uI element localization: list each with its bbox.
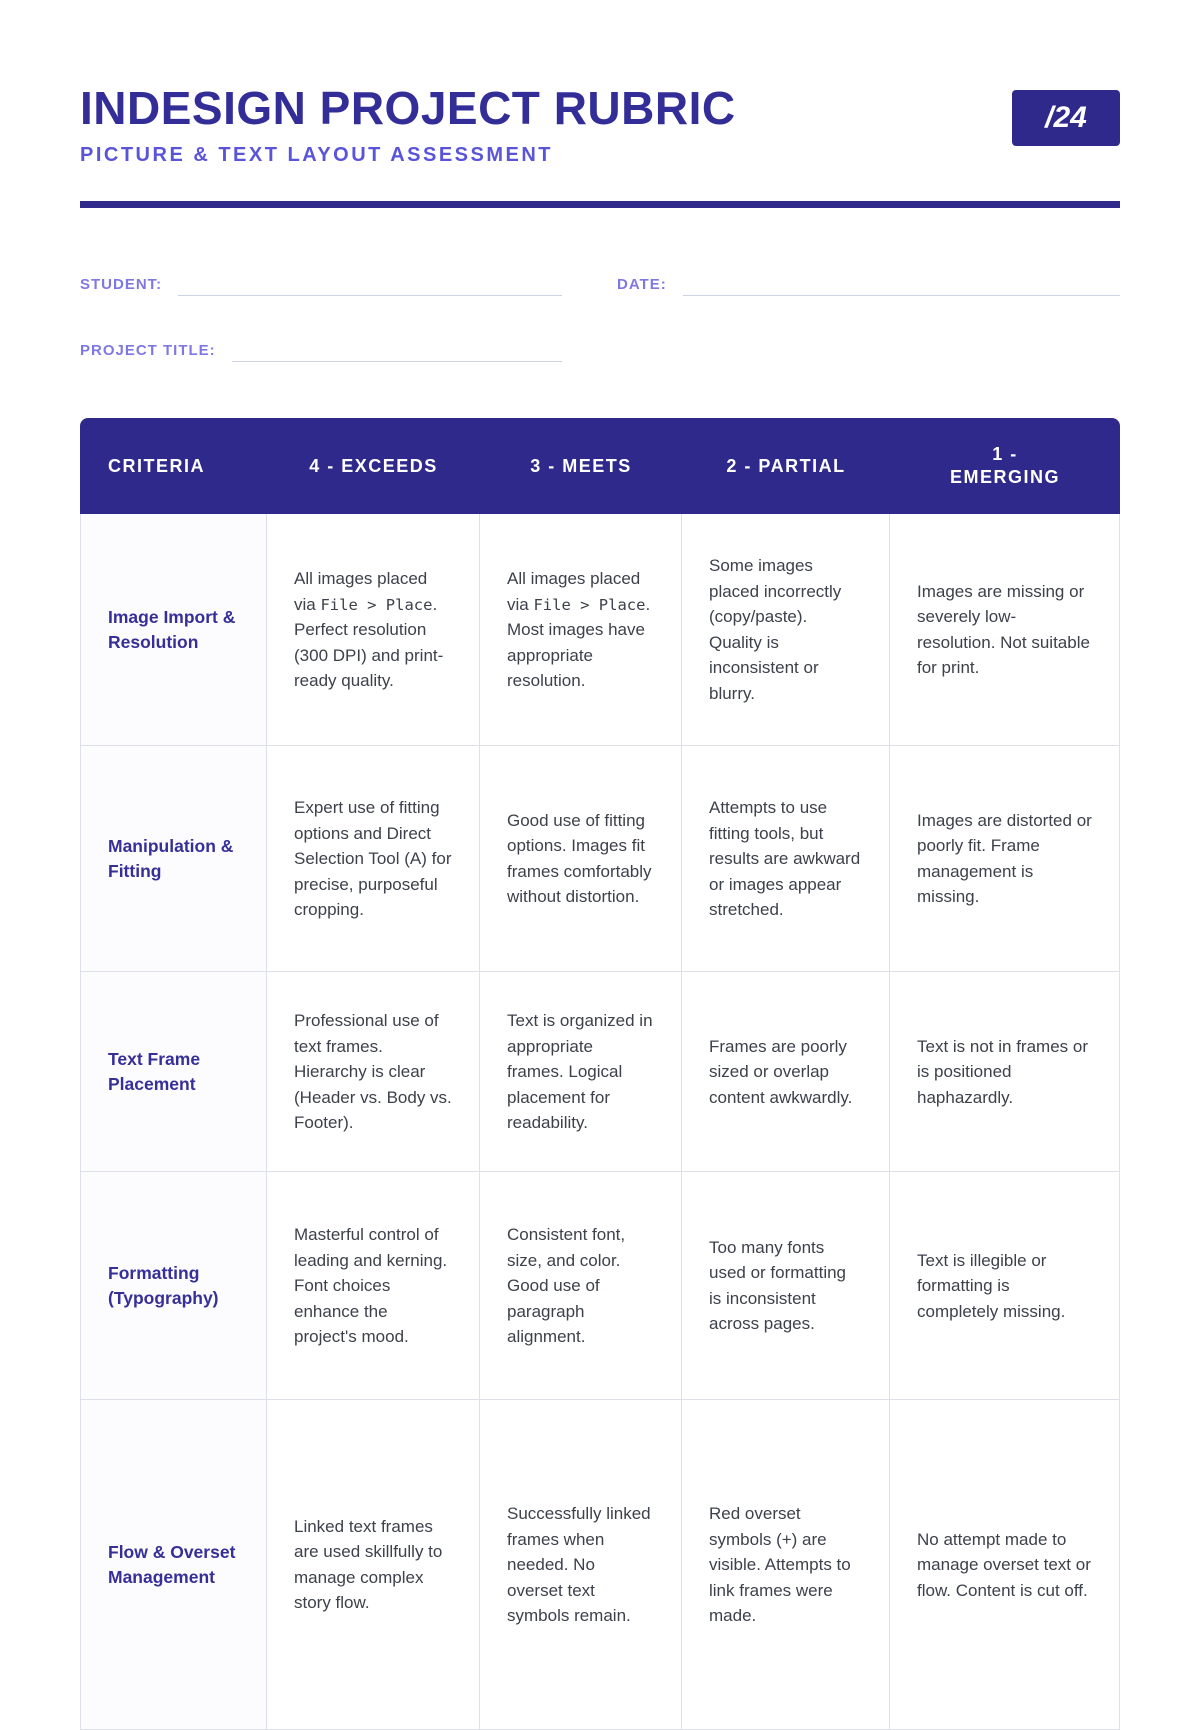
table-row [80, 514, 1120, 746]
rubric-table-header [80, 418, 1120, 514]
form-row-2 [80, 338, 1120, 362]
rubric-cell: Linked text frames are used skillfully to manage complex story flow. [267, 1400, 480, 1730]
rubric-cell: Text is organized in appropriate frames. Logical placement for readability. [480, 972, 682, 1172]
rubric-cell: Red overset symbols (+) are visible. Attempts to link frames were made. [682, 1400, 890, 1730]
student-info-form [80, 272, 1120, 362]
rubric-page [0, 84, 1200, 1730]
rubric-cell: Successfully linked frames when needed. No overset text symbols remain. [480, 1400, 682, 1730]
student-input[interactable] [178, 272, 562, 296]
rubric-table [80, 418, 1120, 1730]
criteria-cell: Manipulation & Fitting [80, 746, 267, 972]
criteria-cell: Text Frame Placement [80, 972, 267, 1172]
table-row [80, 1400, 1120, 1730]
criteria-cell: Flow & Overset Management [80, 1400, 267, 1730]
rubric-cell: Text is not in frames or is positioned haphazardly. [890, 972, 1120, 1172]
cell-text: All images placed via [507, 569, 641, 614]
project-title-field [80, 338, 562, 362]
rubric-cell [480, 514, 682, 746]
rubric-cell: Too many fonts used or formatting is inconsistent across pages. [682, 1172, 890, 1400]
rubric-cell: Text is illegible or formatting is completely missing. [890, 1172, 1120, 1400]
project-title-label: PROJECT TITLE: [80, 342, 216, 360]
page-title: INDESIGN PROJECT RUBRIC [80, 82, 736, 134]
cell-text: . Most images have appropriate resolution. [507, 594, 651, 691]
student-field [80, 272, 562, 296]
project-title-input[interactable] [232, 338, 562, 362]
column-header-criteria: CRITERIA [80, 418, 267, 514]
page-header [80, 84, 1120, 167]
rubric-cell: Good use of fitting options. Images fit frames comfortably without distortion. [480, 746, 682, 972]
cell-text: . Perfect resolution (300 DPI) and print-ready quality. [294, 594, 444, 691]
date-label: DATE: [617, 276, 667, 294]
criteria-cell: Image Import & Resolution [80, 514, 267, 746]
column-header-partial: 2 - PARTIAL [682, 418, 890, 514]
rubric-cell: Professional use of text frames. Hierarchy is clear (Header vs. Body vs. Footer). [267, 972, 480, 1172]
table-row [80, 1172, 1120, 1400]
header-divider [80, 201, 1120, 208]
table-row [80, 746, 1120, 972]
score-badge: /24 [1012, 90, 1120, 146]
page-subtitle: PICTURE & TEXT LAYOUT ASSESSMENT [80, 144, 554, 167]
rubric-table-body [80, 514, 1120, 1730]
cell-text: All images placed via [294, 569, 428, 614]
rubric-cell: No attempt made to manage overset text or flow. Content is cut off. [890, 1400, 1120, 1730]
rubric-cell: Images are missing or severely low-resolution. Not suitable for print. [890, 514, 1120, 746]
column-header-emerging: 1 - EMERGING [890, 418, 1120, 514]
title-block [80, 84, 736, 167]
column-header-exceeds: 4 - EXCEEDS [267, 418, 480, 514]
rubric-cell: Consistent font, size, and color. Good use of paragraph alignment. [480, 1172, 682, 1400]
rubric-cell: Masterful control of leading and kerning. Font choices enhance the project's mood. [267, 1172, 480, 1400]
rubric-cell: Frames are poorly sized or overlap content awkwardly. [682, 972, 890, 1172]
rubric-cell [267, 514, 480, 746]
student-label: STUDENT: [80, 276, 163, 294]
rubric-cell: Attempts to use fitting tools, but results are awkward or images appear stretched. [682, 746, 890, 972]
menu-path-code: File > Place [320, 595, 433, 614]
rubric-cell: Images are distorted or poorly fit. Frame management is missing. [890, 746, 1120, 972]
date-input[interactable] [683, 272, 1120, 296]
rubric-cell: Some images placed incorrectly (copy/paste). Quality is inconsistent or blurry. [682, 514, 890, 746]
criteria-cell: Formatting (Typography) [80, 1172, 267, 1400]
menu-path-code: File > Place [533, 595, 646, 614]
form-row-1 [80, 272, 1120, 296]
table-row [80, 972, 1120, 1172]
rubric-cell: Expert use of fitting options and Direct Selection Tool (A) for precise, purposeful cropping. [267, 746, 480, 972]
date-field [617, 272, 1120, 296]
column-header-meets: 3 - MEETS [480, 418, 682, 514]
